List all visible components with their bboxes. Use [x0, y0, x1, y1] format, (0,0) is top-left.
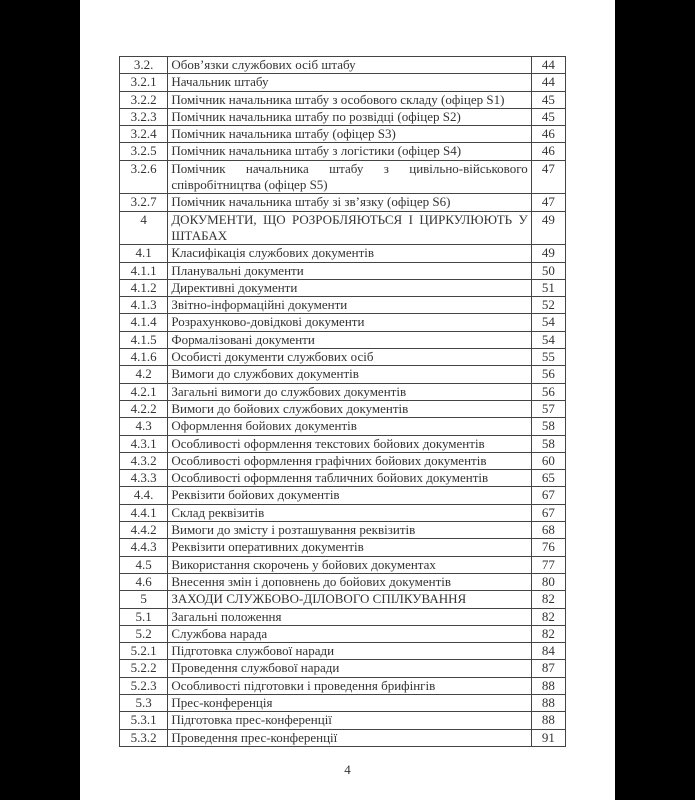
toc-section-number: 4.4.2: [120, 522, 168, 539]
toc-section-title: Звітно-інформаційні документи: [168, 297, 531, 314]
toc-section-number: 4.1.4: [120, 314, 168, 331]
toc-page-number: 55: [531, 349, 565, 366]
toc-page-number: 65: [531, 470, 565, 487]
toc-page-number: 49: [531, 211, 565, 245]
toc-section-number: 4.3: [120, 418, 168, 435]
toc-row: [120, 366, 566, 383]
toc-row: [120, 625, 566, 642]
toc-section-number: 4.1: [120, 245, 168, 262]
toc-row: [120, 74, 566, 91]
toc-row: [120, 160, 566, 194]
toc-page-number: 91: [531, 729, 565, 746]
toc-row: [120, 522, 566, 539]
toc-row: [120, 211, 566, 245]
toc-section-title: Планувальні документи: [168, 262, 531, 279]
toc-section-number: 5: [120, 591, 168, 608]
toc-page-number: 58: [531, 418, 565, 435]
toc-section-title: Вимоги до бойових службових документів: [168, 400, 531, 417]
toc-page-number: 76: [531, 539, 565, 556]
toc-section-title: Загальні вимоги до службових документів: [168, 383, 531, 400]
toc-row: [120, 470, 566, 487]
toc-page-number: 88: [531, 677, 565, 694]
toc-page-number: 47: [531, 160, 565, 194]
toc-row: [120, 331, 566, 348]
toc-page-number: 51: [531, 279, 565, 296]
toc-section-title: Особливості оформлення текстових бойових документів: [168, 435, 531, 452]
toc-section-title: Особисті документи службових осіб: [168, 349, 531, 366]
toc-section-title: Службова нарада: [168, 625, 531, 642]
toc-row: [120, 400, 566, 417]
toc-page-number: 60: [531, 452, 565, 469]
toc-section-title: Особливості підготовки і проведення брифінгів: [168, 677, 531, 694]
toc-section-number: 4.3.3: [120, 470, 168, 487]
toc-section-title: Розрахунково-довідкові документи: [168, 314, 531, 331]
toc-section-title: Помічник начальника штабу з особового складу (офіцер S1): [168, 91, 531, 108]
toc-row: [120, 729, 566, 746]
toc-row: [120, 245, 566, 262]
toc-section-number: 5.2.2: [120, 660, 168, 677]
toc-section-number: 4.4.1: [120, 504, 168, 521]
toc-row: [120, 279, 566, 296]
toc-section-number: 5.3: [120, 694, 168, 711]
toc-section-title: Реквізити бойових документів: [168, 487, 531, 504]
toc-section-title: Загальні положення: [168, 608, 531, 625]
document-page: [80, 0, 615, 800]
toc-row: [120, 349, 566, 366]
toc-page-number: 56: [531, 383, 565, 400]
toc-row: [120, 643, 566, 660]
toc-section-title: Реквізити оперативних документів: [168, 539, 531, 556]
toc-section-title: ЗАХОДИ СЛУЖБОВО-ДІЛОВОГО СПІЛКУВАННЯ: [168, 591, 531, 608]
toc-page-number: 46: [531, 126, 565, 143]
toc-section-number: 4.1.6: [120, 349, 168, 366]
toc-section-title: Вимоги до службових документів: [168, 366, 531, 383]
toc-page-number: 88: [531, 712, 565, 729]
toc-page-number: 84: [531, 643, 565, 660]
toc-section-number: 3.2.7: [120, 194, 168, 211]
toc-section-title: Підготовка службової наради: [168, 643, 531, 660]
toc-row: [120, 383, 566, 400]
toc-page-number: 44: [531, 57, 565, 74]
toc-section-title: Помічник начальника штабу (офіцер S3): [168, 126, 531, 143]
toc-page-number: 67: [531, 487, 565, 504]
toc-section-title: Обов’язки службових осіб штабу: [168, 57, 531, 74]
toc-page-number: 49: [531, 245, 565, 262]
toc-section-number: 4.2.1: [120, 383, 168, 400]
toc-section-title: Проведення прес-конференції: [168, 729, 531, 746]
toc-page-number: 45: [531, 91, 565, 108]
toc-section-number: 5.2: [120, 625, 168, 642]
toc-page-number: 57: [531, 400, 565, 417]
toc-section-number: 3.2.4: [120, 126, 168, 143]
toc-section-title: Помічник начальника штабу з логістики (офіцер S4): [168, 143, 531, 160]
toc-row: [120, 573, 566, 590]
toc-section-title: Помічник начальника штабу по розвідці (офіцер S2): [168, 108, 531, 125]
toc-row: [120, 712, 566, 729]
toc-section-title: Підготовка прес-конференції: [168, 712, 531, 729]
toc-page-number: 47: [531, 194, 565, 211]
toc-section-number: 4.4.3: [120, 539, 168, 556]
toc-section-title: Помічник начальника штабу зі зв’язку (офіцер S6): [168, 194, 531, 211]
toc-row: [120, 591, 566, 608]
toc-section-number: 5.3.2: [120, 729, 168, 746]
toc-section-number: 3.2.1: [120, 74, 168, 91]
toc-section-title: Внесення змін і доповнень до бойових документів: [168, 573, 531, 590]
toc-page-number: 82: [531, 591, 565, 608]
toc-row: [120, 504, 566, 521]
toc-section-title: Формалізовані документи: [168, 331, 531, 348]
toc-section-number: 3.2.2: [120, 91, 168, 108]
toc-page-number: 54: [531, 331, 565, 348]
toc-section-number: 4.5: [120, 556, 168, 573]
toc-section-number: 4.3.2: [120, 452, 168, 469]
toc-section-number: 4.6: [120, 573, 168, 590]
toc-row: [120, 143, 566, 160]
toc-row: [120, 91, 566, 108]
toc-page-number: 68: [531, 522, 565, 539]
toc-section-title: Директивні документи: [168, 279, 531, 296]
toc-section-number: 4.1.1: [120, 262, 168, 279]
toc-page-number: 45: [531, 108, 565, 125]
toc-section-title: Особливості оформлення графічних бойових документів: [168, 452, 531, 469]
toc-row: [120, 694, 566, 711]
toc-page-number: 54: [531, 314, 565, 331]
toc-row: [120, 418, 566, 435]
toc-section-title: Помічник начальника штабу з цивільно-військового співробітництва (офіцер S5): [168, 160, 531, 194]
toc-section-number: 4.1.5: [120, 331, 168, 348]
toc-row: [120, 194, 566, 211]
toc-section-number: 4.4.: [120, 487, 168, 504]
toc-section-number: 4.2.2: [120, 400, 168, 417]
toc-page-number: 87: [531, 660, 565, 677]
toc-page-number: 44: [531, 74, 565, 91]
toc-page-number: 77: [531, 556, 565, 573]
toc-section-number: 3.2.: [120, 57, 168, 74]
toc-section-number: 4.1.2: [120, 279, 168, 296]
toc-row: [120, 677, 566, 694]
toc-row: [120, 452, 566, 469]
toc-section-number: 3.2.3: [120, 108, 168, 125]
toc-section-number: 5.1: [120, 608, 168, 625]
toc-row: [120, 57, 566, 74]
toc-row: [120, 297, 566, 314]
toc-row: [120, 660, 566, 677]
toc-section-number: 4.3.1: [120, 435, 168, 452]
toc-page-number: 82: [531, 625, 565, 642]
toc-section-title: Склад реквізитів: [168, 504, 531, 521]
toc-row: [120, 539, 566, 556]
toc-row: [120, 487, 566, 504]
toc-section-title: Проведення службової наради: [168, 660, 531, 677]
toc-page-number: 46: [531, 143, 565, 160]
toc-page-number: 58: [531, 435, 565, 452]
toc-row: [120, 556, 566, 573]
toc-page-number: 50: [531, 262, 565, 279]
toc-section-title: Оформлення бойових документів: [168, 418, 531, 435]
toc-section-title: Використання скорочень у бойових документах: [168, 556, 531, 573]
toc-section-title: ДОКУМЕНТИ, ЩО РОЗРОБЛЯЮТЬСЯ І ЦИРКУЛЮЮТЬ У ШТАБАХ: [168, 211, 531, 245]
table-of-contents: [119, 56, 566, 747]
toc-section-number: 5.2.1: [120, 643, 168, 660]
toc-section-title: Прес-конференція: [168, 694, 531, 711]
toc-row: [120, 262, 566, 279]
toc-row: [120, 608, 566, 625]
toc-page-number: 88: [531, 694, 565, 711]
toc-section-number: 5.3.1: [120, 712, 168, 729]
toc-section-number: 5.2.3: [120, 677, 168, 694]
toc-page-number: 52: [531, 297, 565, 314]
toc-section-title: Особливості оформлення табличних бойових документів: [168, 470, 531, 487]
toc-section-title: Начальник штабу: [168, 74, 531, 91]
toc-row: [120, 314, 566, 331]
toc-section-number: 4.2: [120, 366, 168, 383]
toc-row: [120, 435, 566, 452]
toc-page-number: 82: [531, 608, 565, 625]
toc-page-number: 56: [531, 366, 565, 383]
toc-row: [120, 126, 566, 143]
toc-section-number: 4.1.3: [120, 297, 168, 314]
toc-section-number: 3.2.5: [120, 143, 168, 160]
toc-section-title: Класифікація службових документів: [168, 245, 531, 262]
toc-section-number: 4: [120, 211, 168, 245]
page-number: 4: [344, 762, 351, 777]
toc-row: [120, 108, 566, 125]
toc-section-number: 3.2.6: [120, 160, 168, 194]
toc-section-title: Вимоги до змісту і розташування реквізитів: [168, 522, 531, 539]
toc-page-number: 67: [531, 504, 565, 521]
toc-page-number: 80: [531, 573, 565, 590]
